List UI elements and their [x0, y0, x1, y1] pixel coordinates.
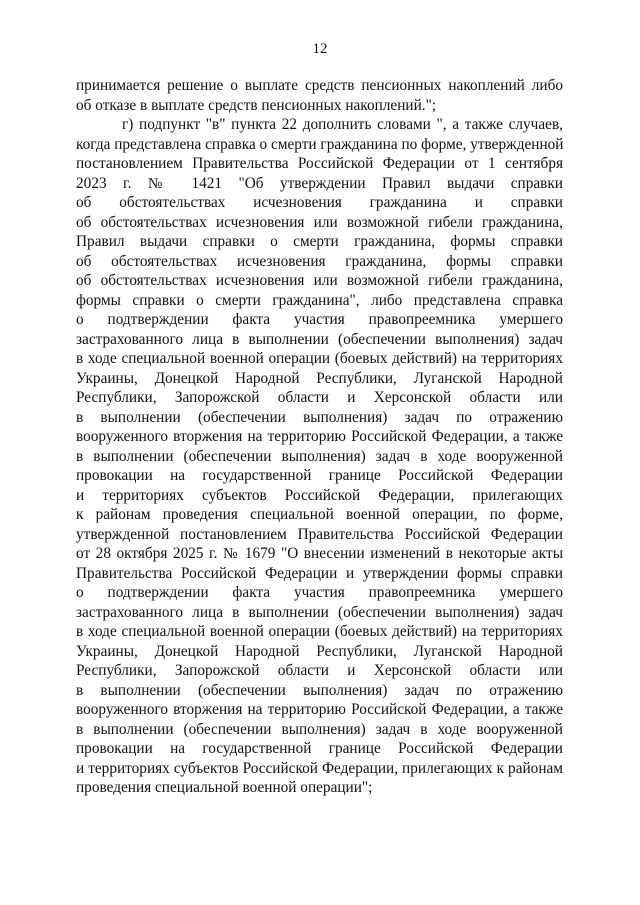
- text-line: провокации на государственной границе Российской Федерации: [76, 467, 563, 484]
- text-line: утвержденной постановлением Правительства Российской Федерации: [76, 525, 563, 543]
- text-line: Правительства Российской Федерации и утверждении формы справки: [76, 564, 563, 582]
- text-line: об обстоятельствах исчезновения или возможной гибели гражданина,: [76, 213, 563, 231]
- text-line: об отказе в выплате средств пенсионных накоплений.";: [76, 96, 437, 114]
- text-line: Республики, Запорожской области и Херсонской области или: [76, 389, 563, 406]
- text-line: 2023 г. № 1421 "Об утверждении Правил выдачи справки: [76, 174, 563, 192]
- page-number: 12: [312, 41, 328, 57]
- text-line: Правил выдачи справки о смерти гражданина, формы справки: [76, 233, 563, 250]
- text-line: проведения специальной военной операции";: [76, 779, 373, 796]
- text-line: в выполнении (обеспечении выполнения) задач по отражению: [76, 681, 563, 699]
- text-line: об обстоятельствах исчезновения гражданина и справки: [76, 194, 563, 211]
- text-line: вооруженного вторжения на территорию Российской Федерации, а также: [76, 428, 563, 445]
- text-line: о подтверждении факта участия правопреемника умершего: [76, 311, 563, 328]
- text-line: в ходе специальной военной операции (боевых действий) на территориях: [76, 623, 563, 640]
- text-line: г) подпункт "в" пункта 22 дополнить словами ", а также случаев,: [122, 116, 563, 133]
- text-line: о подтверждении факта участия правопреемника умершего: [76, 584, 563, 601]
- text-line: к районам проведения специальной военной операции, по форме,: [76, 506, 563, 523]
- text-line: в выполнении (обеспечении выполнения) задач по отражению: [76, 408, 563, 426]
- text-line: об обстоятельствах исчезновения или возможной гибели гражданина,: [76, 272, 563, 289]
- text-line: от 28 октября 2025 г. № 1679 "О внесении изменений в некоторые акты: [76, 545, 563, 562]
- text-line: в выполнении (обеспечении выполнения) задач в ходе вооруженной: [76, 447, 563, 465]
- text-line: в выполнении (обеспечении выполнения) задач в ходе вооруженной: [76, 720, 563, 738]
- text-line: и территориях субъектов Российской Федерации, прилегающих: [76, 486, 563, 504]
- text-line: вооруженного вторжения на территорию Российской Федерации, а также: [76, 701, 563, 718]
- text-line: принимается решение о выплате средств пенсионных накоплений либо: [76, 77, 563, 94]
- text-line: об обстоятельствах исчезновения гражданина, формы справки: [76, 252, 563, 270]
- text-line: постановлением Правительства Российской Федерации от 1 сентября: [76, 155, 563, 172]
- document-body: [76, 76, 563, 798]
- text-line: когда представлена справка о смерти гражданина по форме, утвержденной: [76, 135, 564, 153]
- text-line: Украины, Донецкой Народной Республики, Луганской Народной: [76, 369, 563, 387]
- text-line: формы справки о смерти гражданина", либо представлена справка: [76, 291, 563, 309]
- text-line: провокации на государственной границе Российской Федерации: [76, 740, 563, 757]
- text-line: Украины, Донецкой Народной Республики, Луганской Народной: [76, 642, 563, 660]
- text-line: и территориях субъектов Российской Федерации, прилегающих к районам: [76, 759, 563, 777]
- text-line: Республики, Запорожской области и Херсонской области или: [76, 662, 563, 679]
- text-line: застрахованного лица в выполнении (обеспечении выполнения) задач: [76, 603, 563, 621]
- text-line: застрахованного лица в выполнении (обеспечении выполнения) задач: [76, 330, 563, 348]
- text-line: в ходе специальной военной операции (боевых действий) на территориях: [76, 350, 563, 367]
